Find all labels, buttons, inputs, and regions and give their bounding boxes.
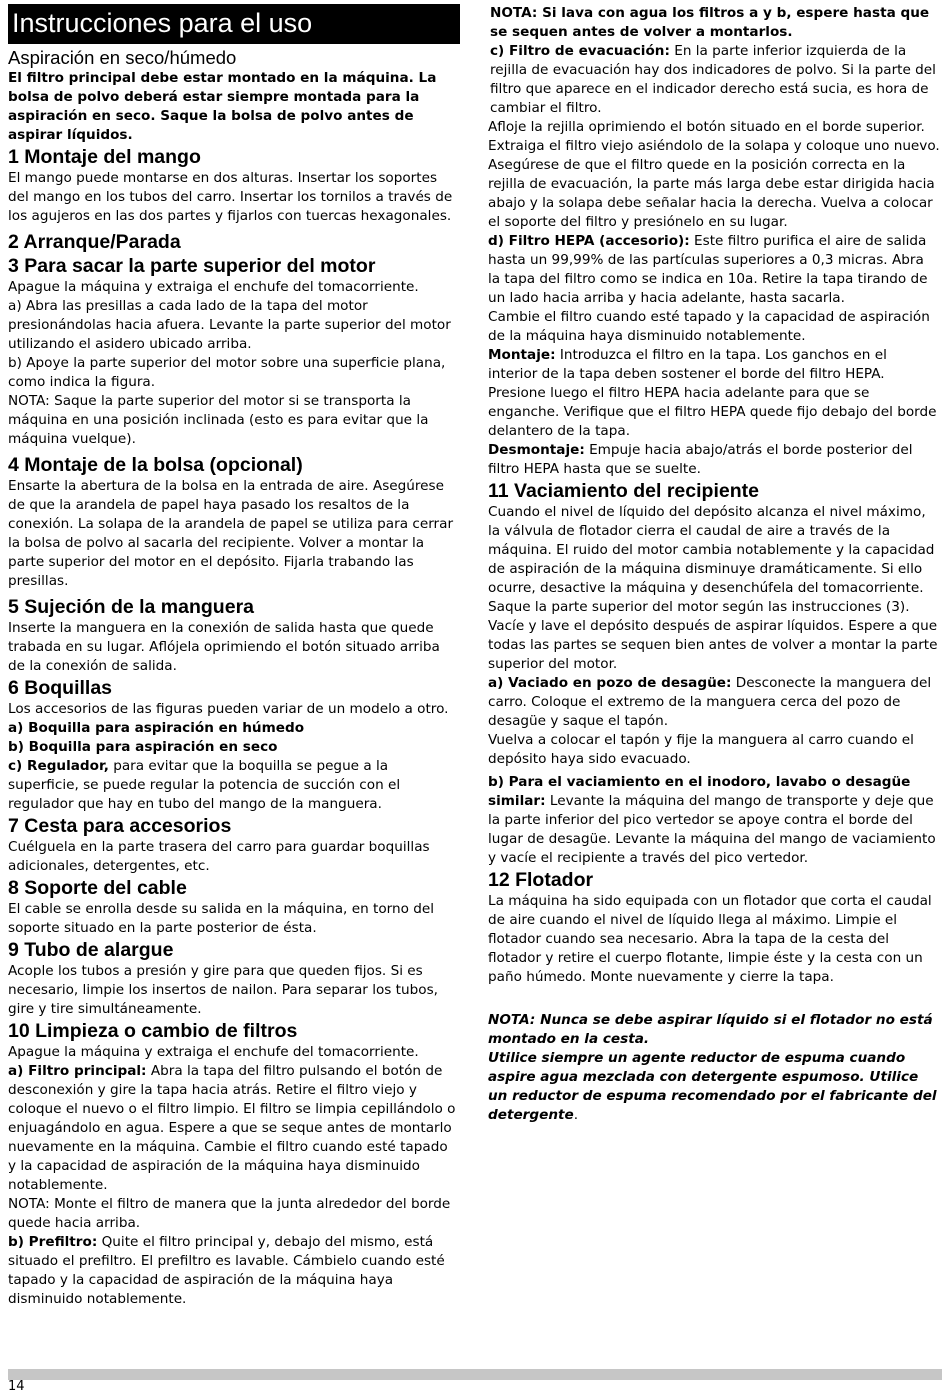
item-text: Levante la máquina del mango de transporte y deje que la parte inferior del pico vertedor se apoye contra el borde del lugar de desagüe. Levante la máquina del mango de vaciamiento y vacíe el recipiente a través del pico vertedor.: [488, 793, 936, 866]
list-item: [8, 1233, 460, 1309]
final-note: [488, 1049, 940, 1125]
section-heading-cable: 8 Soporte del cable: [8, 877, 187, 899]
item-label: c) Filtro de evacuación:: [490, 43, 670, 59]
list-item: [488, 441, 940, 479]
item-text: Abra la tapa del filtro pulsando el botón de desconexión y gire la tapa hacia atrás. Retire el filtro viejo y coloque el nuevo o el filtro limpio. El filtro se limpia cepillándolo o enjuagándolo en agua. Espere a que se seque antes de montarlo nuevamente en la máquina. Cambie el filtro cuando esté tapado y la capacidad de aspiración de la máquina haya disminuido notablemente.: [8, 1063, 456, 1193]
item-label: a) Filtro principal:: [8, 1063, 147, 1079]
item-label: d) Filtro HEPA (accesorio):: [488, 233, 690, 249]
list-item: [488, 232, 940, 308]
page-number: 14: [8, 1379, 25, 1394]
section-heading-basket: 7 Cesta para accesorios: [8, 815, 232, 837]
section-heading-float: 12 Flotador: [488, 869, 594, 891]
section-body-handle: El mango puede montarse en dos alturas. Insertar los soportes del mango en los tubos del carro. Insertar los tornilos a través de los agujeros en las dos partes y fijarlos con tuercas hexagonales.: [8, 170, 453, 224]
item-label: b) Prefiltro:: [8, 1234, 98, 1250]
section-heading-dry-wet: Aspiración en seco/húmedo: [8, 47, 237, 68]
right-column: [488, 4, 940, 1125]
item-text: Este filtro purifica el aire de salida hasta un 99,99% de las partículas superiores a 0,3 micras. Abra la tapa del filtro como se indica en 10a. Retire la tapa tirando de un lado hacia arriba y hacia adelante, hasta sacarla.: [488, 233, 928, 306]
paragraph: a) Abra las presillas a cada lado de la tapa del motor presionándolas hacia afuera. Levante la parte superior del motor utilizando el asidero ubicado arriba.: [8, 298, 451, 352]
paragraph: b) Apoye la parte superior del motor sobre una superficie plana, como indica la figura.: [8, 355, 446, 390]
item-text: Introduzca el filtro en la tapa. Los ganchos en el interior de la tapa deben sostener el borde del filtro HEPA. Presione luego el filtro HEPA hacia adelante para que se enganche. Verifique que el filtro HEPA quede fijo debajo del borde delantero de la tapa.: [488, 347, 937, 439]
paragraph: Los accesorios de las figuras pueden variar de un modelo a otro.: [8, 701, 449, 717]
section-heading-emptying: 11 Vaciamiento del recipiente: [488, 480, 759, 502]
section-heading-start-stop: 2 Arranque/Parada: [8, 231, 181, 253]
section-body-float: La máquina ha sido equipada con un flotador que corta el caudal de aire cuando el nivel de líquido llega al máximo. Limpie el flotador cuando sea necesario. Abra la tapa de la cesta del flotador y retire el cuerpo flotante, limpie éste y la cesta con un paño húmedo. Monte nuevamente y cierre la tapa.: [488, 893, 932, 985]
section-heading-filters: 10 Limpieza o cambio de filtros: [8, 1020, 298, 1042]
footer-bar: [8, 1369, 942, 1380]
section-heading-handle: 1 Montaje del mango: [8, 146, 201, 168]
item-text: En la parte inferior izquierda de la rejilla de evacuación hay dos indicadores de polvo. Si la parte del filtro que aparece en el indicador derecho está sucia, es hora de cambiar el filtro.: [490, 43, 936, 116]
paragraph: Cambie el filtro cuando esté tapado y la capacidad de aspiración de la máquina haya disminuido notablemente.: [488, 309, 930, 344]
list-item: [488, 346, 940, 441]
item-text: Quite el filtro principal y, debajo del mismo, está situado el prefiltro. El prefiltro es lavable. Cámbielo cuando esté tapado y la capacidad de aspiración de la máquina haya disminuido notablemente.: [8, 1234, 445, 1307]
list-item: [488, 674, 940, 731]
paragraph: Apague la máquina y extraiga el enchufe del tomacorriente.: [8, 279, 419, 295]
list-item: b) Boquilla para aspiración en seco: [8, 739, 278, 755]
note-paragraph: NOTA: Monte el filtro de manera que la junta alrededor del borde quede hacia arriba.: [8, 1196, 451, 1231]
section-body-tube: Acople los tubos a presión y gire para que queden fijos. Si es necesario, limpie los insertos de nailon. Para separar los tubos, gire y tire simultáneamente.: [8, 963, 438, 1017]
section-body-cable: El cable se enrolla desde su salida en la máquina, en torno del soporte situado en la parte posterior de ésta.: [8, 901, 435, 936]
item-label: Desmontaje:: [488, 442, 585, 458]
section-body-basket: Cuélguela en la parte trasera del carro para guardar boquillas adicionales, detergentes, etc.: [8, 839, 430, 874]
item-text: Empuje hacia abajo/atrás el borde posterior del filtro HEPA hasta que se suelte.: [488, 442, 913, 477]
item-label: c) Regulador,: [8, 758, 109, 774]
item-label: a) Vaciado en pozo de desagüe:: [488, 675, 732, 691]
paragraph: Apague la máquina y extraiga el enchufe del tomacorriente.: [8, 1044, 419, 1060]
note-paragraph: NOTA: Si lava con agua los filtros a y b, espere hasta que se sequen antes de volver a montarlos.: [490, 5, 930, 40]
section-heading-hose: 5 Sujeción de la manguera: [8, 596, 254, 618]
section-body-dry-wet: El filtro principal debe estar montado en la máquina. La bolsa de polvo deberá estar siempre montada para la aspiración en seco. Saque la bolsa de polvo antes de aspirar líquidos.: [8, 70, 437, 143]
page-title: Instrucciones para el uso: [8, 4, 460, 44]
final-note-text: Utilice siempre un agente reductor de espuma cuando aspire agua mezclada con detergente espumoso. Utilice un reductor de espuma recomendado por el fabricante del detergente: [488, 1050, 937, 1123]
final-note: NOTA: Nunca se debe aspirar líquido si el flotador no está montado en la cesta.: [488, 1012, 933, 1047]
final-note-period: .: [573, 1107, 579, 1123]
section-body-emptying: Cuando el nivel de líquido del depósito alcanza el nivel máximo, la válvula de flotador cierra el caudal de aire a través de la máquina. El ruido del motor cambia notablemente y la capacidad de aspiración de la máquina disminuye dramáticamente. Si ello ocurre, desactive la máquina y desenchúfela del tomacorriente. Saque la parte superior del motor según las instrucciones (3). Vacíe y lave el depósito después de aspirar líquidos. Espere a que todas las partes se sequen bien antes de volver a montar la parte superior del motor.: [488, 504, 938, 672]
list-item: a) Boquilla para aspiración en húmedo: [8, 720, 305, 736]
section-heading-bag: 4 Montaje de la bolsa (opcional): [8, 454, 303, 476]
list-item: [8, 757, 460, 814]
list-item: [8, 1062, 460, 1195]
paragraph: Vuelva a colocar el tapón y fije la manguera al carro cuando el depósito haya sido evacuado.: [488, 732, 914, 767]
item-text: para evitar que la boquilla se pegue a la superficie, se puede regular la potencia de succión con el regulador que hay en tubo del mango de la manguera.: [8, 758, 401, 812]
list-item: [488, 773, 940, 868]
section-body-hose: Inserte la manguera en la conexión de salida hasta que quede trabada en su lugar. Aflójela oprimiendo el botón situado arriba de la conexión de salida.: [8, 620, 440, 674]
item-label: Montaje:: [488, 347, 556, 363]
section-body-bag: Ensarte la abertura de la bolsa en la entrada de aire. Asegúrese de que la arandela de papel haya pasado los resaltos de la conexión. La solapa de la arandela de papel se utiliza para cerrar la bolsa de polvo al sacarla del recipiente. Volver a montar la parte superior del motor en el depósito. Fijarla trabando las presillas.: [8, 478, 454, 589]
note-paragraph: NOTA: Saque la parte superior del motor si se transporta la máquina en una posición inclinada (esto es para evitar que la máquina vuelque).: [8, 393, 429, 447]
item-text: Desconecte la manguera del carro. Coloque el extremo de la manguera cerca del pozo de desagüe y saque el tapón.: [488, 675, 932, 729]
paragraph: Afloje la rejilla oprimiendo el botón situado en el borde superior. Extraiga el filtro viejo asiéndolo de la solapa y coloque uno nuevo. Asegúrese de que el filtro quede en la posición correcta en la rejilla de evacuación, la parte más larga debe estar dirigida hacia abajo y la solapa debe señalar hacia la derecha. Vuelva a colocar el soporte del filtro y presiónelo en su lugar.: [488, 119, 940, 230]
item-label: b) Para el vaciamiento en el inodoro, lavabo o desagüe similar:: [488, 774, 911, 809]
section-heading-tube: 9 Tubo de alargue: [8, 939, 174, 961]
list-item: [488, 42, 940, 118]
section-heading-nozzles: 6 Boquillas: [8, 677, 113, 699]
left-column: [8, 4, 460, 1309]
section-heading-motor-top: 3 Para sacar la parte superior del motor: [8, 255, 376, 277]
